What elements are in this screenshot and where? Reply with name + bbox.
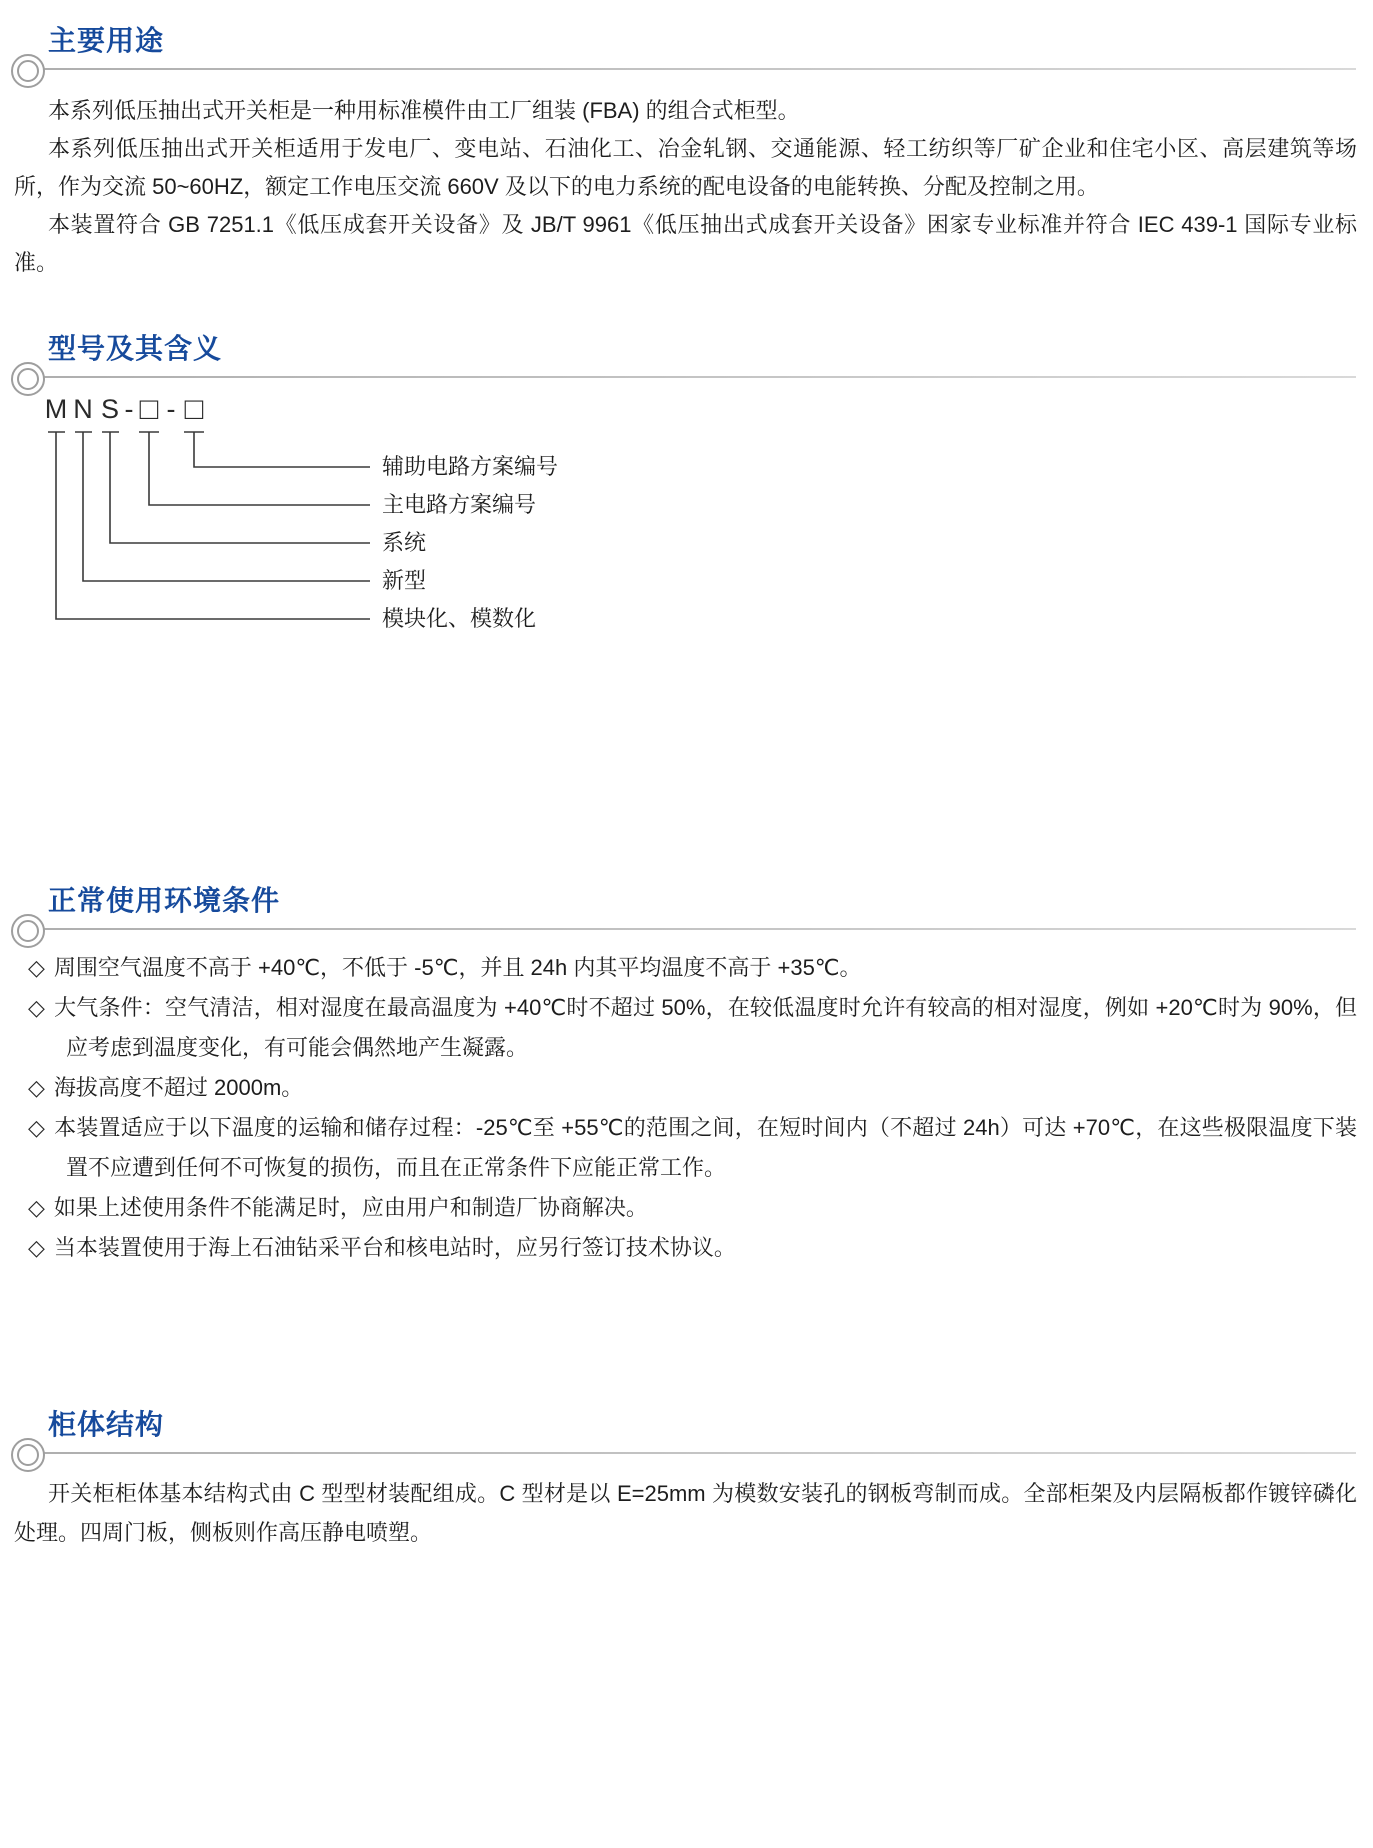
diamond-bullet-icon: ◇ xyxy=(28,1115,46,1140)
bullet-text: 当本装置使用于海上石油钻采平台和核电站时，应另行签订技术协议。 xyxy=(53,1235,736,1260)
diamond-bullet-icon: ◇ xyxy=(28,1235,45,1260)
paragraph: 本装置符合 GB 7251.1《低压成套开关设备》及 JB/T 9961《低压抽出式成套开关设备》困家专业标准并符合 IEC 439-1 国际专业标准。 xyxy=(14,212,1357,275)
section-cabinet-structure xyxy=(0,1408,1373,1552)
model-code-connector-lines xyxy=(48,392,648,644)
section-model-meaning xyxy=(0,332,1373,658)
section-body xyxy=(0,1454,1373,1552)
diagram-label-new-type: 新型 xyxy=(382,568,427,593)
model-code-letter-m: M xyxy=(44,394,68,424)
header-rule xyxy=(28,928,1356,931)
bullet-item xyxy=(14,1228,1357,1268)
section-body xyxy=(0,378,1373,658)
diamond-bullet-icon: ◇ xyxy=(28,1075,45,1100)
bullet-text: 如果上述使用条件不能满足时，应由用户和制造厂协商解决。 xyxy=(53,1195,648,1220)
section-main-purpose xyxy=(0,24,1373,282)
section-title: 正常使用环境条件 xyxy=(48,885,281,916)
section-title: 主要用途 xyxy=(48,25,165,56)
section-bullet-ring-icon xyxy=(11,54,45,88)
bullet-item xyxy=(14,1108,1357,1188)
model-code-letter-s: S xyxy=(100,394,120,424)
diagram-label-aux-circuit: 辅助电路方案编号 xyxy=(382,454,559,479)
section-header xyxy=(0,884,1373,930)
bullet-text: 大气条件：空气清洁，相对湿度在最高温度为 +40℃时不超过 50%，在较低温度时允许有较高的相对湿度，例如 +20℃时为 90%，但应考虑到温度变化，有可能会偶然地产生凝露。 xyxy=(54,995,1357,1060)
section-title: 型号及其含义 xyxy=(48,333,223,364)
bullet-text: 海拔高度不超过 2000m。 xyxy=(53,1075,304,1100)
diamond-bullet-icon: ◇ xyxy=(28,995,46,1020)
bullet-text: 周围空气温度不高于 +40℃，不低于 -5℃，并且 24h 内其平均温度不高于 +35℃。 xyxy=(53,955,862,980)
section-bullet-ring-inner-icon xyxy=(17,60,39,82)
section-body xyxy=(0,70,1373,282)
section-body xyxy=(0,930,1373,1268)
bullet-item xyxy=(14,1188,1357,1228)
paragraph: 本系列低压抽出式开关柜适用于发电厂、变电站、石油化工、冶金轧钢、交通能源、轻工纺织等厂矿企业和住宅小区、高层建筑等场所，作为交流 50~60HZ，额定工作电压交流 660V 及以下的电力系统的配电设备的电能转换、分配及控制之用。 xyxy=(14,136,1357,199)
section-header xyxy=(0,1408,1373,1454)
paragraph: 本系列低压抽出式开关柜是一种用标准模件由工厂组装 (FBA) 的组合式柜型。 xyxy=(48,98,800,123)
header-rule xyxy=(28,1452,1356,1455)
section-bullet-ring-icon xyxy=(11,914,45,948)
bullet-text: 本装置适应于以下温度的运输和储存过程：-25℃至 +55℃的范围之间，在短时间内（不超过 24h）可达 +70℃，在这些极限温度下装置不应遭到任何不可恢复的损伤，而且在正常条件下应能正常工作。 xyxy=(54,1115,1357,1180)
diagram-label-modular: 模块化、模数化 xyxy=(382,606,537,631)
section-bullet-ring-inner-icon xyxy=(17,920,39,942)
section-title: 柜体结构 xyxy=(48,1409,165,1440)
model-code-dash: - xyxy=(124,394,134,424)
section-bullet-ring-inner-icon xyxy=(17,1444,39,1466)
model-code-letter-n: N xyxy=(73,394,93,424)
section-bullet-ring-icon xyxy=(11,1438,45,1472)
section-environment-conditions xyxy=(0,884,1373,1268)
bullet-item xyxy=(14,988,1357,1068)
model-code-diagram xyxy=(44,391,648,644)
bullet-item xyxy=(14,948,1357,988)
diamond-bullet-icon: ◇ xyxy=(28,1195,45,1220)
model-code-placeholder-box-icon: □ xyxy=(139,391,159,426)
model-code-dash: - xyxy=(166,394,176,424)
bullet-item xyxy=(14,1068,1357,1108)
model-code-placeholder-box-icon: □ xyxy=(184,391,204,426)
section-header xyxy=(0,332,1373,378)
header-rule xyxy=(28,68,1356,71)
paragraph: 开关柜柜体基本结构式由 C 型型材装配组成。C 型材是以 E=25mm 为模数安装孔的钢板弯制而成。全部柜架及内层隔板都作镀锌磷化处理。四周门板，侧板则作高压静电喷塑。 xyxy=(14,1481,1357,1545)
diagram-label-system: 系统 xyxy=(382,530,427,555)
section-header xyxy=(0,24,1373,70)
diamond-bullet-icon: ◇ xyxy=(28,955,45,980)
diagram-label-main-circuit: 主电路方案编号 xyxy=(382,492,537,517)
